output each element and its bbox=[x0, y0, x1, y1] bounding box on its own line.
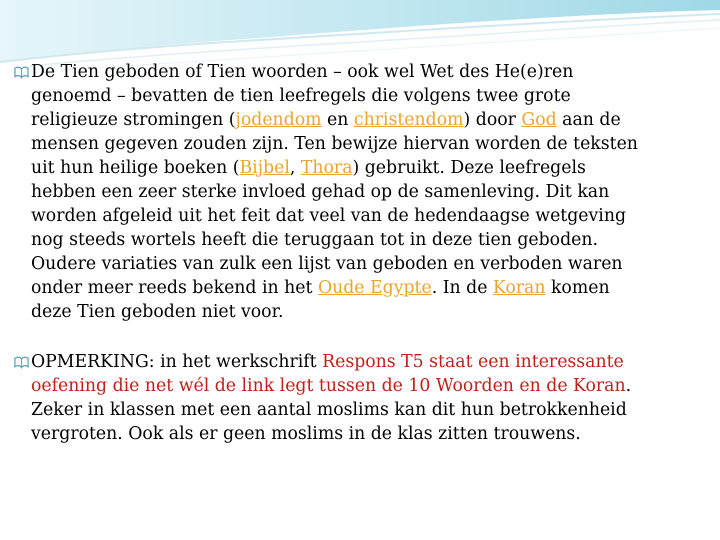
bullet-paragraph-2 bbox=[14, 350, 654, 446]
link-jodendom[interactable]: jodendom bbox=[235, 110, 322, 130]
paragraph-1-text: De Tien geboden of Tien woorden – ook wel Wet des He(e)ren genoemd – bevatten de tien leefregels die volgens twee grote religieuze stromingen ( bbox=[31, 62, 574, 130]
book-bullet-icon bbox=[14, 65, 29, 79]
paragraph-1-text: en bbox=[321, 110, 354, 130]
link-christendom[interactable]: christendom bbox=[353, 110, 464, 130]
paragraph-2-text: . Zeker in klassen met een aantal moslims kan dit hun betrokkenheid vergroten. Ook als er geen moslims in de klas zitten trouwens. bbox=[31, 376, 632, 444]
link-koran[interactable]: Koran bbox=[492, 278, 546, 298]
link-god[interactable]: God bbox=[521, 110, 557, 130]
paragraph-2-text: OPMERKING: in het werkschrift bbox=[31, 352, 323, 372]
bullet-paragraph-1 bbox=[14, 60, 654, 324]
respons-t5-highlight: Respons T5 staat een interessante oefening die net wél de link legt tussen de 10 Woorden en de Koran bbox=[31, 352, 626, 396]
link-oude-egypte[interactable]: Oude Egypte bbox=[317, 278, 432, 298]
paragraph-1-text: , bbox=[289, 158, 301, 178]
paragraph-1-text: aan de mensen gegeven zouden zijn. Ten bewijze hiervan worden de teksten uit hun heilige boeken ( bbox=[31, 110, 638, 178]
paragraph-1-text: komen deze Tien geboden niet voor. bbox=[31, 278, 610, 322]
link-bijbel[interactable]: Bijbel bbox=[239, 158, 290, 178]
paragraph-1-text: ) gebruikt. Deze leefregels hebben een zeer sterke invloed gehad op de samenleving. Dit kan worden afgeleid uit het feit dat veel van de hedendaagse wetgeving nog steeds wortels heeft die teruggaan tot in deze tien geboden. Oudere variaties van zulk een lijst van geboden en verboden waren onder meer reeds bekend in het bbox=[31, 158, 627, 298]
link-thora[interactable]: Thora bbox=[300, 158, 353, 178]
book-bullet-icon bbox=[14, 355, 29, 369]
slide-body bbox=[14, 60, 654, 446]
paragraph-1-text: . In de bbox=[431, 278, 493, 298]
paragraph-1-text: ) door bbox=[463, 110, 522, 130]
